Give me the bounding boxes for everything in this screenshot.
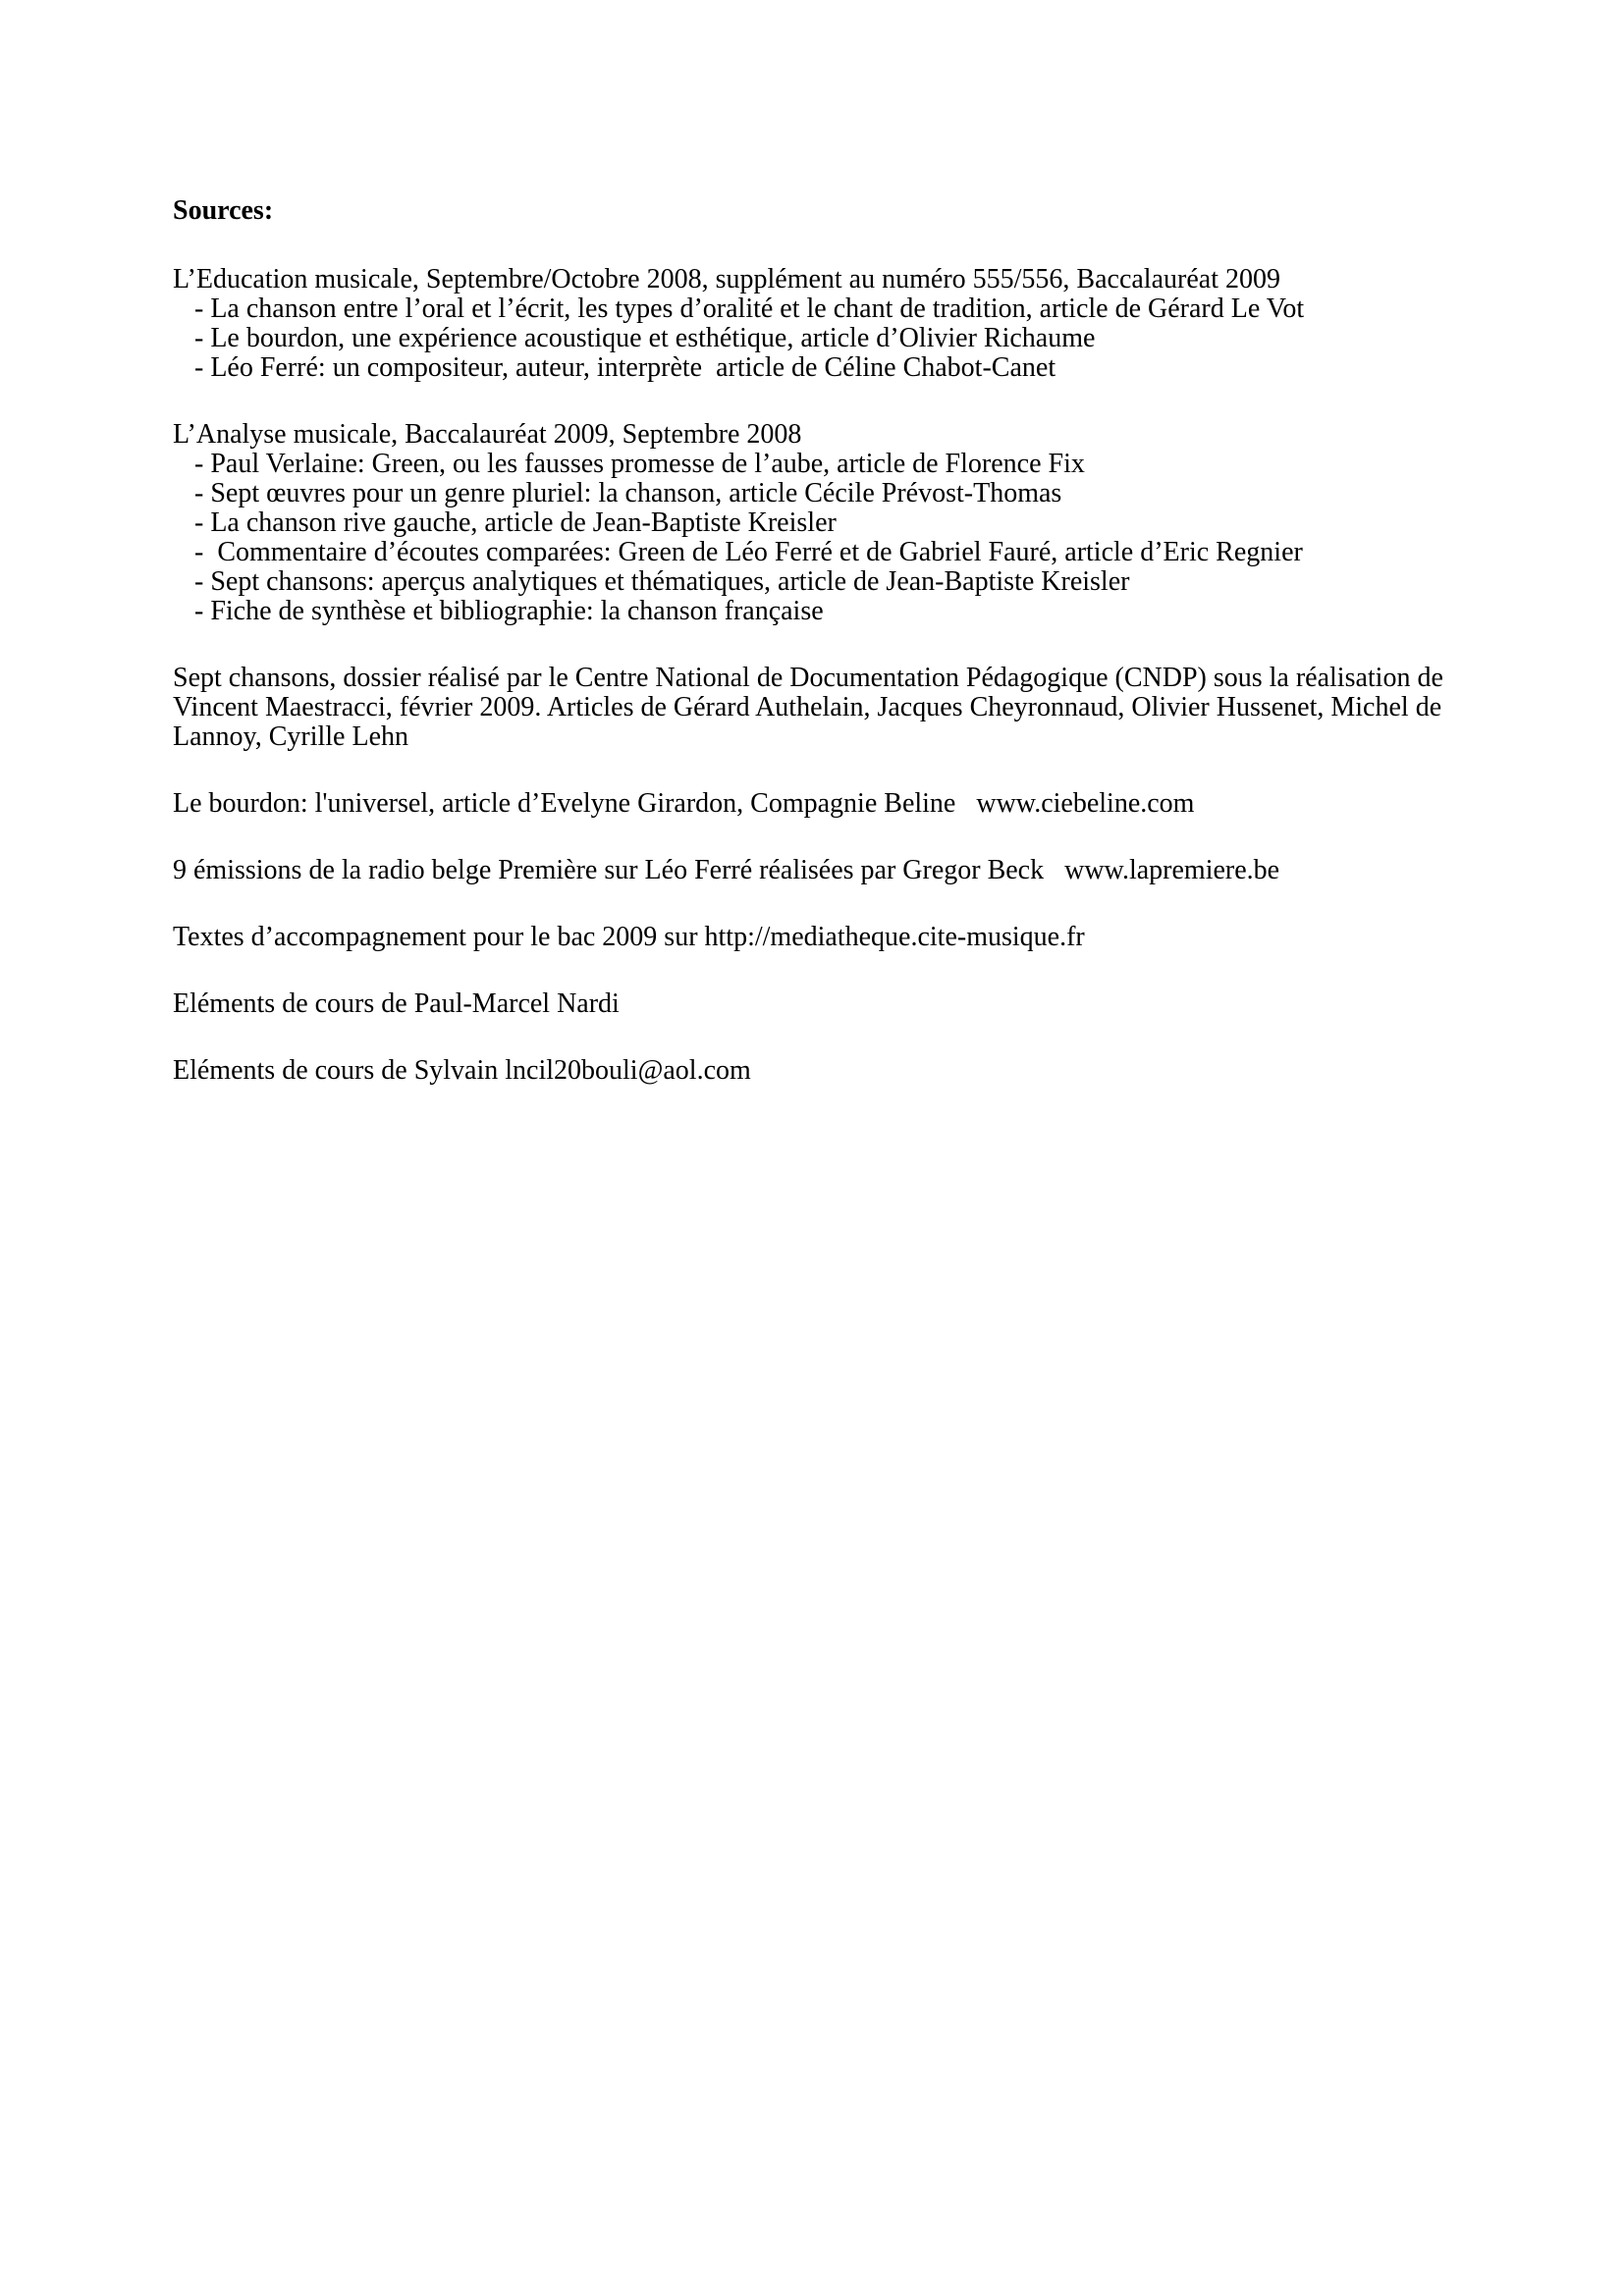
paragraph-le-bourdon-universel: Le bourdon: l'universel, article d’Evelyne Girardon, Compagnie Beline www.ciebeline.com bbox=[173, 788, 1195, 819]
paragraph-emissions-radio-belge: 9 émissions de la radio belge Première sur Léo Ferré réalisées par Gregor Beck www.lapremiere.be bbox=[173, 855, 1280, 885]
source-item: - Commentaire d’écoutes comparées: Green de Léo Ferré et de Gabriel Fauré, article d’Eric Regnier bbox=[194, 537, 1303, 567]
source-item: - La chanson rive gauche, article de Jean-Baptiste Kreisler bbox=[194, 507, 837, 538]
paragraph-cours-nardi: Eléments de cours de Paul-Marcel Nardi bbox=[173, 988, 620, 1019]
section-education-musicale bbox=[173, 265, 1443, 383]
section-analyse-musicale bbox=[173, 420, 1443, 626]
source-item: - Léo Ferré: un compositeur, auteur, interprète article de Céline Chabot-Canet bbox=[194, 352, 1056, 383]
source-item: - La chanson entre l’oral et l’écrit, les types d’oralité et le chant de tradition, article de Gérard Le Vot bbox=[194, 294, 1305, 324]
paragraph-sept-chansons-cndp: Sept chansons, dossier réalisé par le Centre National de Documentation Pédagogique (CNDP) sous la réalisation de Vincent Maestracci, février 2009. Articles de Gérard Authelain, Jacques Cheyronnaud, Olivier Hussenet, Michel de Lannoy, Cyrille Lehn bbox=[173, 663, 1450, 752]
sources-heading: Sources: bbox=[173, 195, 274, 226]
paragraph-textes-accompagnement: Textes d’accompagnement pour le bac 2009 sur http://mediatheque.cite-musique.fr bbox=[173, 922, 1085, 952]
source-item: - Sept chansons: aperçus analytiques et thématiques, article de Jean-Baptiste Kreisler bbox=[194, 566, 1130, 597]
section-title: L’Education musicale, Septembre/Octobre 2008, supplément au numéro 555/556, Baccalauréat 2009 bbox=[173, 264, 1280, 294]
paragraph-cours-sylvain: Eléments de cours de Sylvain lncil20bouli@aol.com bbox=[173, 1055, 751, 1086]
source-item: - Le bourdon, une expérience acoustique et esthétique, article d’Olivier Richaume bbox=[194, 323, 1096, 353]
source-item: - Sept œuvres pour un genre pluriel: la chanson, article Cécile Prévost-Thomas bbox=[194, 478, 1062, 508]
section-title: L’Analyse musicale, Baccalauréat 2009, Septembre 2008 bbox=[173, 419, 802, 450]
source-item: - Paul Verlaine: Green, ou les fausses promesse de l’aube, article de Florence Fix bbox=[194, 449, 1085, 479]
source-item: - Fiche de synthèse et bibliographie: la chanson française bbox=[194, 596, 824, 626]
